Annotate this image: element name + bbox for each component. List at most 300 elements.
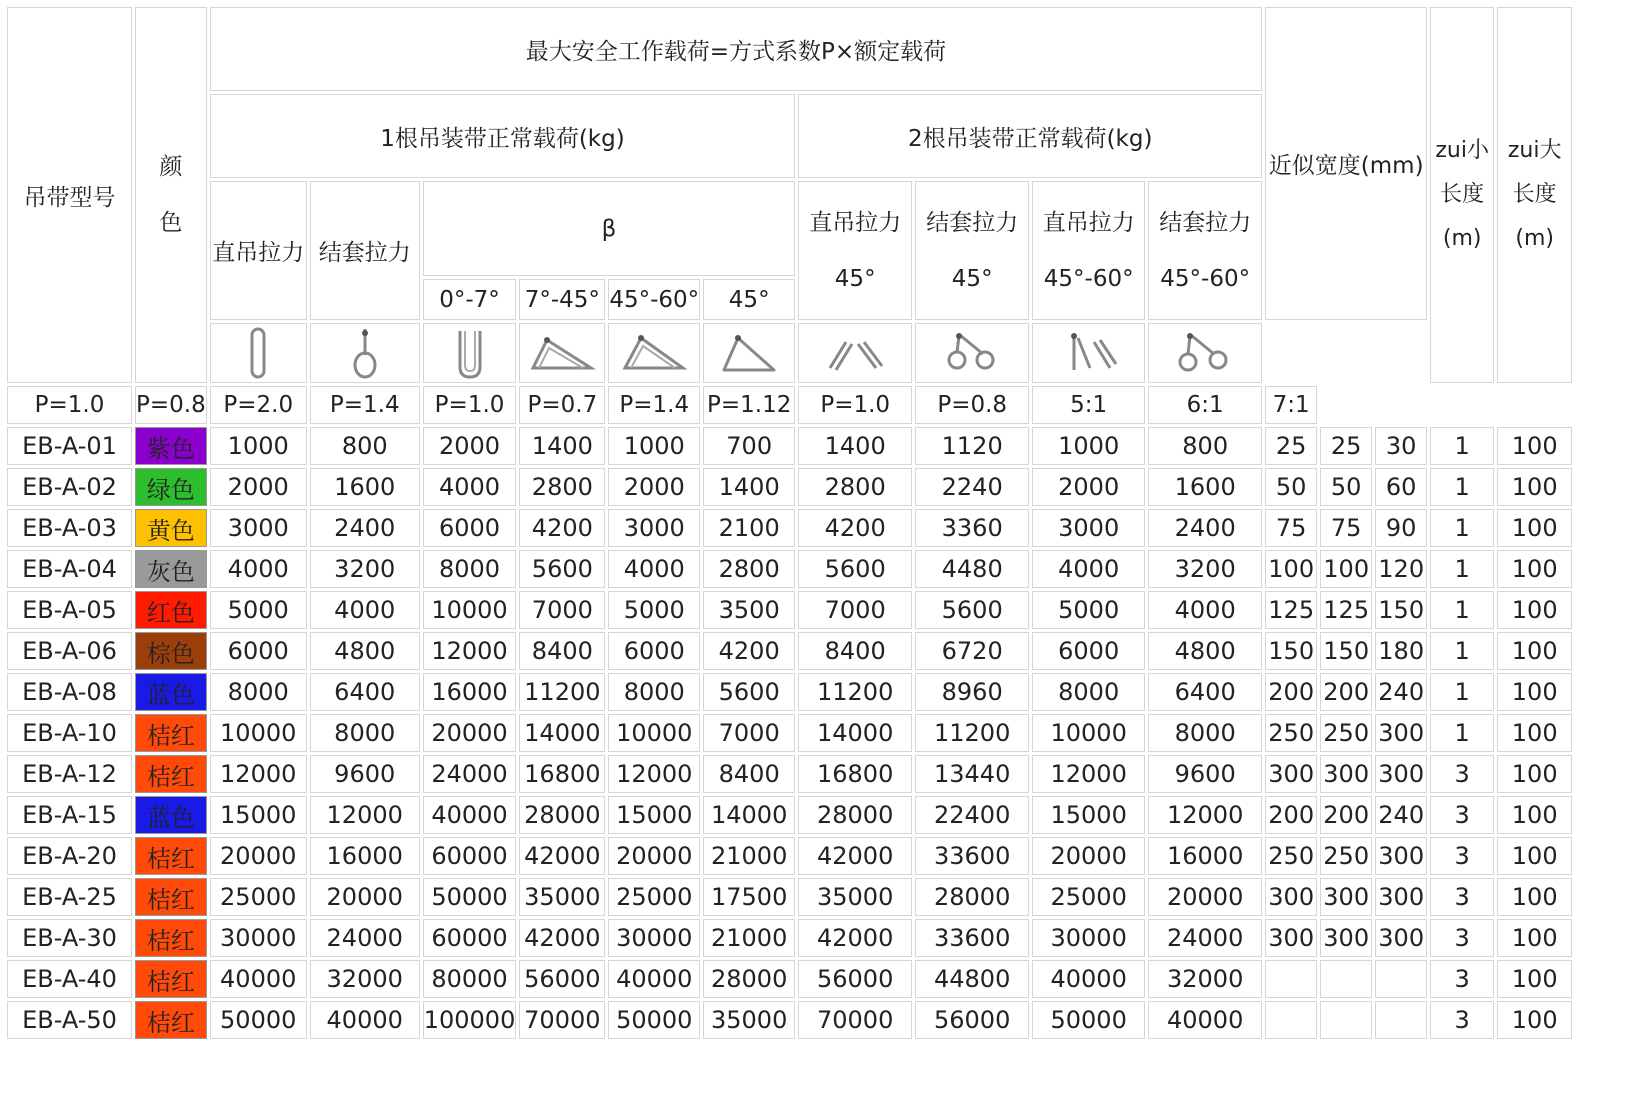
model-cell: EB-A-20 (7, 837, 132, 875)
width-cell: 250 (1320, 714, 1372, 752)
p-factor-3: P=2.0 (210, 386, 307, 424)
min-length-cell: 3 (1430, 878, 1494, 916)
load-cell: 4000 (1032, 550, 1145, 588)
width-cell: 30 (1375, 427, 1427, 465)
model-cell: EB-A-30 (7, 919, 132, 957)
load-cell: 1400 (703, 468, 795, 506)
table-row (7, 878, 1572, 916)
two-col-4-line2: 45°-60° (1160, 265, 1251, 292)
header-two-col-4 (1148, 181, 1262, 320)
min-length-line-1: zui小 (1435, 138, 1489, 163)
width-cell: 250 (1265, 837, 1317, 875)
min-length-cell: 1 (1430, 673, 1494, 711)
load-cell: 70000 (798, 1001, 912, 1039)
load-cell: 21000 (703, 919, 795, 957)
load-cell: 2800 (798, 468, 912, 506)
load-cell: 700 (703, 427, 795, 465)
load-cell: 13440 (915, 755, 1029, 793)
width-cell (1265, 960, 1317, 998)
load-cell: 4000 (210, 550, 307, 588)
width-cell: 25 (1320, 427, 1372, 465)
width-cell: 90 (1375, 509, 1427, 547)
width-cell: 50 (1265, 468, 1317, 506)
load-cell: 4800 (310, 632, 420, 670)
model-cell: EB-A-25 (7, 878, 132, 916)
p-factor-7: P=1.4 (608, 386, 700, 424)
load-cell: 15000 (1032, 796, 1145, 834)
header-max-load: 最大安全工作载荷=方式系数P×额定载荷 (210, 7, 1262, 91)
straight-sling-icon (210, 323, 307, 383)
color-swatch: 黄色 (135, 509, 207, 547)
model-cell: EB-A-04 (7, 550, 132, 588)
load-cell: 3360 (915, 509, 1029, 547)
load-cell: 25000 (210, 878, 307, 916)
min-length-cell: 3 (1430, 960, 1494, 998)
load-cell: 3200 (310, 550, 420, 588)
load-cell: 10000 (210, 714, 307, 752)
load-cell: 50000 (1032, 1001, 1145, 1039)
load-cell: 28000 (915, 878, 1029, 916)
load-cell: 11200 (519, 673, 605, 711)
load-cell: 1120 (915, 427, 1029, 465)
header-beta: β (423, 181, 795, 276)
load-cell: 12000 (1148, 796, 1262, 834)
load-cell: 80000 (423, 960, 517, 998)
load-cell: 30000 (608, 919, 700, 957)
min-length-cell: 1 (1430, 509, 1494, 547)
two-col-3-line2: 45°-60° (1043, 265, 1134, 292)
two-choke-45-icon (915, 323, 1029, 383)
load-cell: 14000 (703, 796, 795, 834)
two-straight-45-icon (798, 323, 912, 383)
p-factor-8: P=1.12 (703, 386, 795, 424)
header-color (135, 7, 207, 383)
width-cell (1265, 1001, 1317, 1039)
max-length-line-1: zui大 (1507, 138, 1562, 163)
table-row (7, 673, 1572, 711)
triangle-45-icon (703, 323, 795, 383)
width-cell: 75 (1320, 509, 1372, 547)
table-row (7, 550, 1572, 588)
min-length-line-3: (m) (1442, 226, 1482, 251)
two-col-2-line2: 45° (951, 265, 993, 292)
p-factor-2: P=0.8 (135, 386, 207, 424)
load-cell: 2400 (1148, 509, 1262, 547)
load-cell: 4000 (310, 591, 420, 629)
load-cell: 20000 (210, 837, 307, 875)
load-cell: 40000 (210, 960, 307, 998)
max-length-cell: 100 (1497, 878, 1572, 916)
header-color-text: 颜色 (159, 154, 183, 236)
model-cell: EB-A-08 (7, 673, 132, 711)
max-length-cell: 100 (1497, 632, 1572, 670)
header-two-col-3 (1032, 181, 1145, 320)
header-max-length (1497, 7, 1572, 383)
load-cell: 35000 (703, 1001, 795, 1039)
ratio-2: 6:1 (1148, 386, 1262, 424)
two-col-1-line2: 45° (834, 265, 876, 292)
load-cell: 12000 (210, 755, 307, 793)
load-cell: 16000 (1148, 837, 1262, 875)
angle-45-60: 45°-60° (608, 279, 700, 320)
load-cell: 2800 (519, 468, 605, 506)
color-swatch: 桔红 (135, 960, 207, 998)
width-cell: 250 (1265, 714, 1317, 752)
ratio-3: 7:1 (1265, 386, 1317, 424)
table-row (7, 960, 1572, 998)
max-length-line-3: (m) (1515, 226, 1554, 251)
header-two-sling: 2根吊装带正常载荷(kg) (798, 94, 1262, 178)
load-cell: 14000 (798, 714, 912, 752)
load-cell: 35000 (519, 878, 605, 916)
u-basket-icon (423, 323, 517, 383)
width-cell: 300 (1265, 919, 1317, 957)
load-cell: 3000 (608, 509, 700, 547)
load-cell: 15000 (210, 796, 307, 834)
load-cell: 35000 (798, 878, 912, 916)
load-cell: 12000 (608, 755, 700, 793)
load-cell: 4200 (703, 632, 795, 670)
load-cell: 100000 (423, 1001, 517, 1039)
header-straight: 直吊拉力 (210, 181, 307, 320)
width-cell: 180 (1375, 632, 1427, 670)
color-swatch: 蓝色 (135, 796, 207, 834)
table-row (7, 509, 1572, 547)
color-swatch: 桔红 (135, 878, 207, 916)
width-cell (1375, 960, 1427, 998)
load-cell: 2000 (608, 468, 700, 506)
width-cell: 240 (1375, 796, 1427, 834)
load-cell: 1000 (210, 427, 307, 465)
load-cell: 4200 (519, 509, 605, 547)
load-cell: 42000 (798, 919, 912, 957)
width-cell: 200 (1320, 796, 1372, 834)
load-cell: 5600 (798, 550, 912, 588)
basket-45-60-icon (608, 323, 700, 383)
load-cell: 10000 (423, 591, 517, 629)
load-cell: 20000 (423, 714, 517, 752)
load-cell: 56000 (798, 960, 912, 998)
load-cell: 3500 (703, 591, 795, 629)
max-length-cell: 100 (1497, 960, 1572, 998)
load-cell: 5600 (519, 550, 605, 588)
load-cell: 20000 (608, 837, 700, 875)
load-cell: 7000 (798, 591, 912, 629)
load-cell: 8960 (915, 673, 1029, 711)
width-cell: 300 (1320, 755, 1372, 793)
width-cell: 300 (1375, 919, 1427, 957)
width-cell: 120 (1375, 550, 1427, 588)
p-factor-9: P=1.0 (798, 386, 912, 424)
load-cell: 20000 (1032, 837, 1145, 875)
table-row (7, 755, 1572, 793)
width-cell: 150 (1265, 632, 1317, 670)
load-cell: 9600 (1148, 755, 1262, 793)
load-cell: 6000 (423, 509, 517, 547)
width-cell: 25 (1265, 427, 1317, 465)
load-cell: 56000 (519, 960, 605, 998)
model-cell: EB-A-06 (7, 632, 132, 670)
angle-7-45: 7°-45° (519, 279, 605, 320)
load-cell: 56000 (915, 1001, 1029, 1039)
load-cell: 2000 (210, 468, 307, 506)
table-row (7, 796, 1572, 834)
load-cell: 30000 (1032, 919, 1145, 957)
model-cell: EB-A-10 (7, 714, 132, 752)
load-cell: 7000 (703, 714, 795, 752)
load-cell: 4480 (915, 550, 1029, 588)
load-cell: 2000 (1032, 468, 1145, 506)
model-cell: EB-A-03 (7, 509, 132, 547)
color-swatch: 桔红 (135, 919, 207, 957)
width-cell (1320, 960, 1372, 998)
load-cell: 8000 (1032, 673, 1145, 711)
header-two-col-2 (915, 181, 1029, 320)
model-cell: EB-A-05 (7, 591, 132, 629)
width-cell: 240 (1375, 673, 1427, 711)
min-length-cell: 3 (1430, 837, 1494, 875)
load-cell: 33600 (915, 837, 1029, 875)
load-cell: 40000 (423, 796, 517, 834)
load-cell: 800 (1148, 427, 1262, 465)
load-cell: 9600 (310, 755, 420, 793)
min-length-cell: 3 (1430, 919, 1494, 957)
load-cell: 3200 (1148, 550, 1262, 588)
load-cell: 16000 (423, 673, 517, 711)
load-cell: 20000 (310, 878, 420, 916)
load-cell: 7000 (519, 591, 605, 629)
min-length-line-2: 长度 (1440, 182, 1485, 207)
load-cell: 33600 (915, 919, 1029, 957)
load-cell: 40000 (310, 1001, 420, 1039)
load-cell: 42000 (519, 837, 605, 875)
table-row (7, 714, 1572, 752)
width-cell (1320, 1001, 1372, 1039)
color-swatch: 灰色 (135, 550, 207, 588)
load-cell: 1400 (519, 427, 605, 465)
color-swatch: 桔红 (135, 837, 207, 875)
load-cell: 60000 (423, 919, 517, 957)
load-cell: 16800 (519, 755, 605, 793)
load-cell: 1000 (608, 427, 700, 465)
min-length-cell: 3 (1430, 796, 1494, 834)
header-one-sling: 1根吊装带正常载荷(kg) (210, 94, 795, 178)
load-cell: 70000 (519, 1001, 605, 1039)
load-cell: 17500 (703, 878, 795, 916)
angle-0-7: 0°-7° (423, 279, 517, 320)
load-cell: 8000 (210, 673, 307, 711)
ratio-1: 5:1 (1032, 386, 1145, 424)
load-cell: 16800 (798, 755, 912, 793)
load-cell: 1400 (798, 427, 912, 465)
load-cell: 1600 (1148, 468, 1262, 506)
load-cell: 8000 (608, 673, 700, 711)
load-cell: 8000 (1148, 714, 1262, 752)
max-length-cell: 100 (1497, 796, 1572, 834)
two-col-4-line1: 结套拉力 (1159, 209, 1252, 236)
load-cell: 8400 (519, 632, 605, 670)
load-cell: 6000 (608, 632, 700, 670)
table-row (7, 837, 1572, 875)
width-cell: 60 (1375, 468, 1427, 506)
width-cell (1375, 1001, 1427, 1039)
load-cell: 30000 (210, 919, 307, 957)
load-cell: 2240 (915, 468, 1029, 506)
min-length-cell: 3 (1430, 755, 1494, 793)
two-col-2-line1: 结套拉力 (926, 209, 1019, 236)
load-cell: 6400 (1148, 673, 1262, 711)
load-cell: 8000 (423, 550, 517, 588)
load-cell: 40000 (1032, 960, 1145, 998)
max-length-cell: 100 (1497, 1001, 1572, 1039)
header-model: 吊带型号 (7, 7, 132, 383)
color-swatch: 桔红 (135, 714, 207, 752)
load-cell: 20000 (1148, 878, 1262, 916)
two-col-1-line1: 直吊拉力 (809, 209, 902, 236)
load-cell: 4000 (608, 550, 700, 588)
load-cell: 6720 (915, 632, 1029, 670)
load-cell: 12000 (310, 796, 420, 834)
p-factor-5: P=1.0 (423, 386, 517, 424)
load-cell: 28000 (798, 796, 912, 834)
load-cell: 2100 (703, 509, 795, 547)
width-cell: 300 (1265, 755, 1317, 793)
width-cell: 300 (1375, 837, 1427, 875)
basket-7-45-icon (519, 323, 605, 383)
load-cell: 5600 (703, 673, 795, 711)
load-cell: 44800 (915, 960, 1029, 998)
load-cell: 4000 (423, 468, 517, 506)
load-cell: 1000 (1032, 427, 1145, 465)
load-cell: 1600 (310, 468, 420, 506)
two-choke-45-60-icon (1148, 323, 1262, 383)
model-cell: EB-A-40 (7, 960, 132, 998)
width-cell: 250 (1320, 837, 1372, 875)
load-cell: 8000 (310, 714, 420, 752)
max-length-cell: 100 (1497, 673, 1572, 711)
model-cell: EB-A-01 (7, 427, 132, 465)
two-straight-45-60-icon (1032, 323, 1145, 383)
color-swatch: 绿色 (135, 468, 207, 506)
load-cell: 25000 (1032, 878, 1145, 916)
load-cell: 2000 (423, 427, 517, 465)
width-cell: 50 (1320, 468, 1372, 506)
load-cell: 24000 (1148, 919, 1262, 957)
max-length-cell: 100 (1497, 591, 1572, 629)
table-row (7, 632, 1572, 670)
max-length-cell: 100 (1497, 427, 1572, 465)
model-cell: EB-A-12 (7, 755, 132, 793)
width-cell: 300 (1320, 919, 1372, 957)
width-cell: 125 (1320, 591, 1372, 629)
load-cell: 21000 (703, 837, 795, 875)
load-cell: 50000 (608, 1001, 700, 1039)
load-cell: 42000 (519, 919, 605, 957)
width-cell: 300 (1375, 878, 1427, 916)
max-length-cell: 100 (1497, 509, 1572, 547)
table-row (7, 427, 1572, 465)
load-cell: 22400 (915, 796, 1029, 834)
load-cell: 5000 (608, 591, 700, 629)
width-cell: 125 (1265, 591, 1317, 629)
load-cell: 5000 (210, 591, 307, 629)
header-min-length (1430, 7, 1494, 383)
max-length-cell: 100 (1497, 837, 1572, 875)
color-swatch: 红色 (135, 591, 207, 629)
two-col-3-line1: 直吊拉力 (1042, 209, 1135, 236)
sling-spec-table (4, 4, 1575, 1042)
load-cell: 28000 (703, 960, 795, 998)
load-cell: 4800 (1148, 632, 1262, 670)
color-swatch: 桔红 (135, 755, 207, 793)
load-cell: 16000 (310, 837, 420, 875)
load-cell: 40000 (608, 960, 700, 998)
min-length-cell: 3 (1430, 1001, 1494, 1039)
width-cell: 300 (1320, 878, 1372, 916)
angle-45: 45° (703, 279, 795, 320)
load-cell: 15000 (608, 796, 700, 834)
max-length-line-2: 长度 (1512, 182, 1557, 207)
header-choke: 结套拉力 (310, 181, 420, 320)
load-cell: 11200 (915, 714, 1029, 752)
width-cell: 150 (1375, 591, 1427, 629)
load-cell: 32000 (1148, 960, 1262, 998)
load-cell: 2400 (310, 509, 420, 547)
min-length-cell: 1 (1430, 591, 1494, 629)
width-cell: 300 (1375, 714, 1427, 752)
width-cell: 200 (1265, 796, 1317, 834)
model-cell: EB-A-15 (7, 796, 132, 834)
load-cell: 8400 (798, 632, 912, 670)
load-cell: 5600 (915, 591, 1029, 629)
width-cell: 75 (1265, 509, 1317, 547)
load-cell: 3000 (1032, 509, 1145, 547)
load-cell: 8400 (703, 755, 795, 793)
choke-sling-icon (310, 323, 420, 383)
load-cell: 6400 (310, 673, 420, 711)
min-length-cell: 1 (1430, 427, 1494, 465)
color-swatch: 蓝色 (135, 673, 207, 711)
load-cell: 12000 (1032, 755, 1145, 793)
width-cell: 300 (1265, 878, 1317, 916)
load-cell: 10000 (608, 714, 700, 752)
load-cell: 2800 (703, 550, 795, 588)
load-cell: 42000 (798, 837, 912, 875)
load-cell: 32000 (310, 960, 420, 998)
width-cell: 300 (1375, 755, 1427, 793)
load-cell: 4000 (1148, 591, 1262, 629)
max-length-cell: 100 (1497, 714, 1572, 752)
model-cell: EB-A-50 (7, 1001, 132, 1039)
load-cell: 60000 (423, 837, 517, 875)
p-factor-4: P=1.4 (310, 386, 420, 424)
p-factor-6: P=0.7 (519, 386, 605, 424)
load-cell: 6000 (210, 632, 307, 670)
load-cell: 25000 (608, 878, 700, 916)
min-length-cell: 1 (1430, 468, 1494, 506)
max-length-cell: 100 (1497, 919, 1572, 957)
color-swatch: 棕色 (135, 632, 207, 670)
max-length-cell: 100 (1497, 468, 1572, 506)
load-cell: 12000 (423, 632, 517, 670)
load-cell: 3000 (210, 509, 307, 547)
color-swatch: 紫色 (135, 427, 207, 465)
load-cell: 50000 (423, 878, 517, 916)
width-cell: 100 (1320, 550, 1372, 588)
table-row (7, 919, 1572, 957)
load-cell: 28000 (519, 796, 605, 834)
max-length-cell: 100 (1497, 550, 1572, 588)
